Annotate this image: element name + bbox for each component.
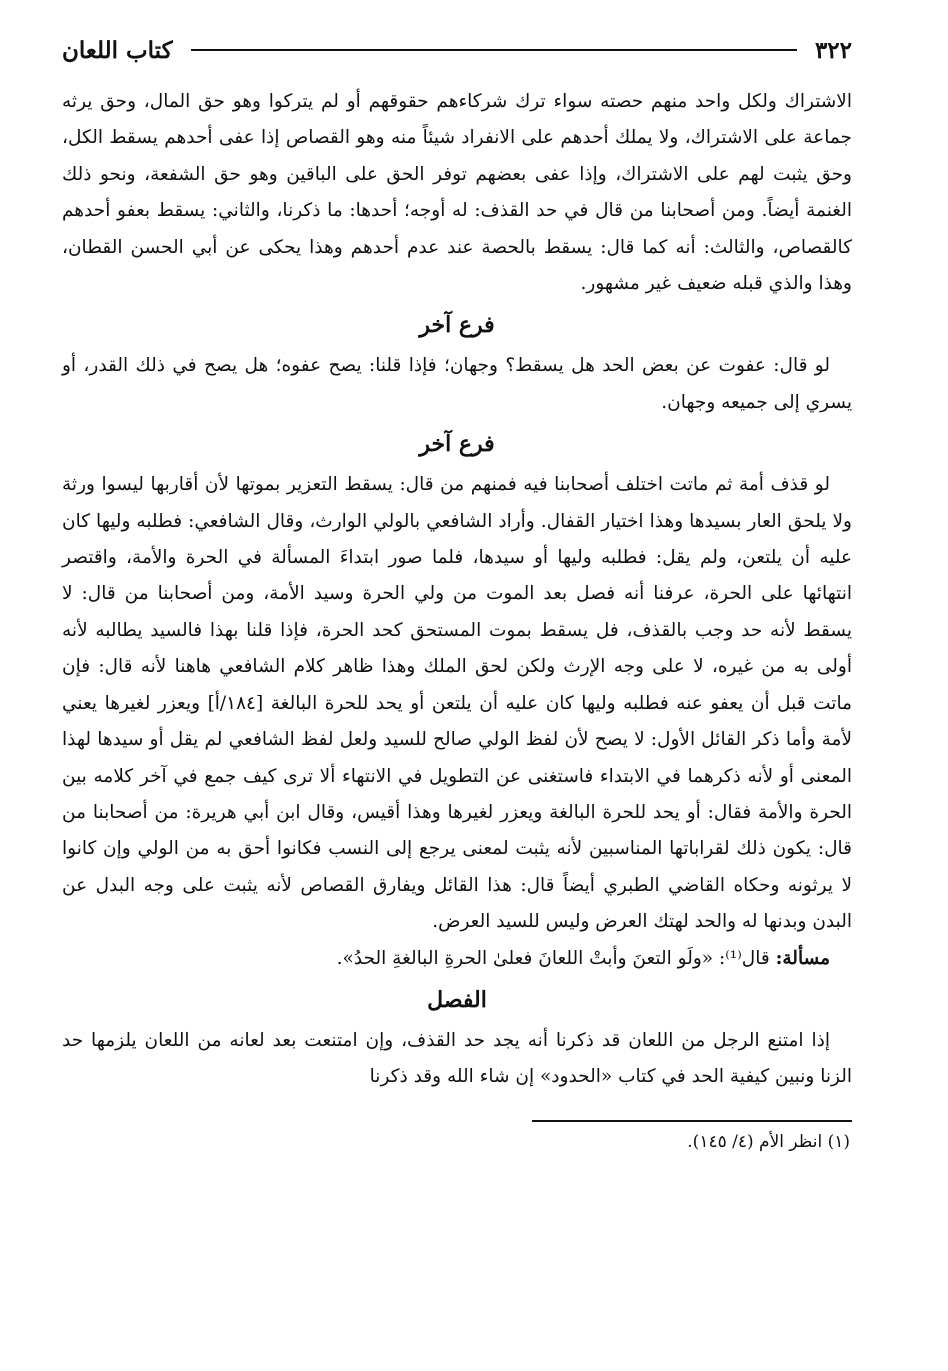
header-rule — [191, 49, 797, 51]
paragraph-1: الاشتراك ولكل واحد منهم حصته سواء ترك شركاءهم حقوقهم أو لم يتركوا وهو حق المال، وحق يرثه جماعة على الاشتراك، ولا يملك أحدهم على الانفراد شيئاً منه وهو القصاص إذا عفى أحدهم يسقط الكل، وحق يثبت لهم على الاشتراك، وإذا عفى بعضهم توفر الحق على الباقين وهو حق الشفعة، ونحو ذلك الغنمة أيضاً. ومن أصحابنا من قال في حد القذف: له أوجه؛ أحدها: ما ذكرنا، والثاني: يسقط بعفو أحدهم كالقصاص، والثالث: أنه كما قال: يسقط بالحصة عند عدم أحدهم وهذا يحكى عن أبي الحسن القطان، وهذا والذي قبله ضعيف غير مشهور. — [62, 91, 852, 295]
footnote-rule — [532, 1120, 852, 1122]
document-page — [62, 30, 852, 1175]
section-heading-2: فرع آخر — [419, 431, 495, 458]
footnote: (١) انظر الأم (٤/ ١٤٥). — [687, 1131, 850, 1152]
page-header — [62, 30, 852, 70]
masala-text: قال⁽¹⁾: «ولَو التعنَ وأبتْ اللعانَ فعلىٰ الحرةِ البالغةِ الحدُ». — [336, 947, 776, 969]
book-title: كتاب اللعان — [62, 36, 173, 64]
paragraph-4: إذا امتنع الرجل من اللعان قد ذكرنا أنه يجد حد القذف، وإن امتنعت بعد لعانه من اللعان يلزمها حد الزنا ونبين كيفية الحد في كتاب «الحدود» إن شاء الله وقد ذكرنا — [62, 1029, 852, 1088]
section-heading-1: فرع آخر — [419, 312, 495, 339]
paragraph-2: لو قال: عفوت عن بعض الحد هل يسقط؟ وجهان؛ فإذا قلنا: يصح عفوه؛ هل يصح في ذلك القدر، أو يسري إلى جميعه وجهان. — [62, 355, 852, 413]
paragraph-3: لو قذف أمة ثم ماتت اختلف أصحابنا فيه فمنهم من قال: يسقط التعزير بموتها لأن أقاربها ليسوا ورثة ولا يلحق العار بسيدها وهذا اختيار القفال. وأراد الشافعي بالولي الوارث، وقال الشافعي: فطلبه وليها كان عليه أن يلتعن، ولم يقل: فطلبه وليها أو سيدها، فلما صور ابتداءَ المسألة في الحرة والأمة، واقتصر انتهائها على الحرة، عرفنا أنه فصل بعد الموت من ولي الحرة وسيد الأمة، ومن أصحابنا من قال: لا يسقط لأنه حد وجب بالقذف، فل يسقط بموت المستحق كحد الحرة، فإذا قلنا بهذا فالسيد يطالبه لأنه أولى به من غيره، لا على وجه الإرث ولكن لحق الملك وهذا ظاهر كلام الشافعي هاهنا لأنه قال: فإن ماتت قبل أن يعفو عنه فطلبه وليها كان عليه أن يلتعن أو يحد للحرة البالغة [١٨٤/أ] ويعزر لغيرها يعني لأمة وأما ذكر القائل الأول: لا يصح لأن لفظ الولي صالح للسيد ولعل لفظ الشافعي لم يقل أو سيدها لهذا المعنى أو لأنه ذكرهما في الابتداء فاستغنى عن التطويل في الانتهاء ألا ترى كيف جمع في آخر كلامه بين الحرة والأمة فقال: أو يحد للحرة البالغة ويعزر لغيرها وهذا أقيس، وقال ابن أبي هريرة: من أصحابنا من قال: يكون ذلك لقراباتها المناسبين لأنه يثبت لمعنى يرجع إلى النسب فكانوا أحق به من الولي وإن كانوا لا يرثونه وحكاه القاضي الطبري أيضاً قال: هذا القائل ويفارق القصاص لأنه يثبت على وجه البدل عن البدن وبدنها له والحد لهتك العرض وليس للسيد العرض. — [62, 474, 852, 933]
masala-paragraph — [62, 941, 852, 977]
page-number: ٣٢٢ — [814, 36, 852, 64]
masala-label: مسألة: — [775, 947, 830, 969]
section-heading-3: الفصل — [427, 986, 487, 1013]
